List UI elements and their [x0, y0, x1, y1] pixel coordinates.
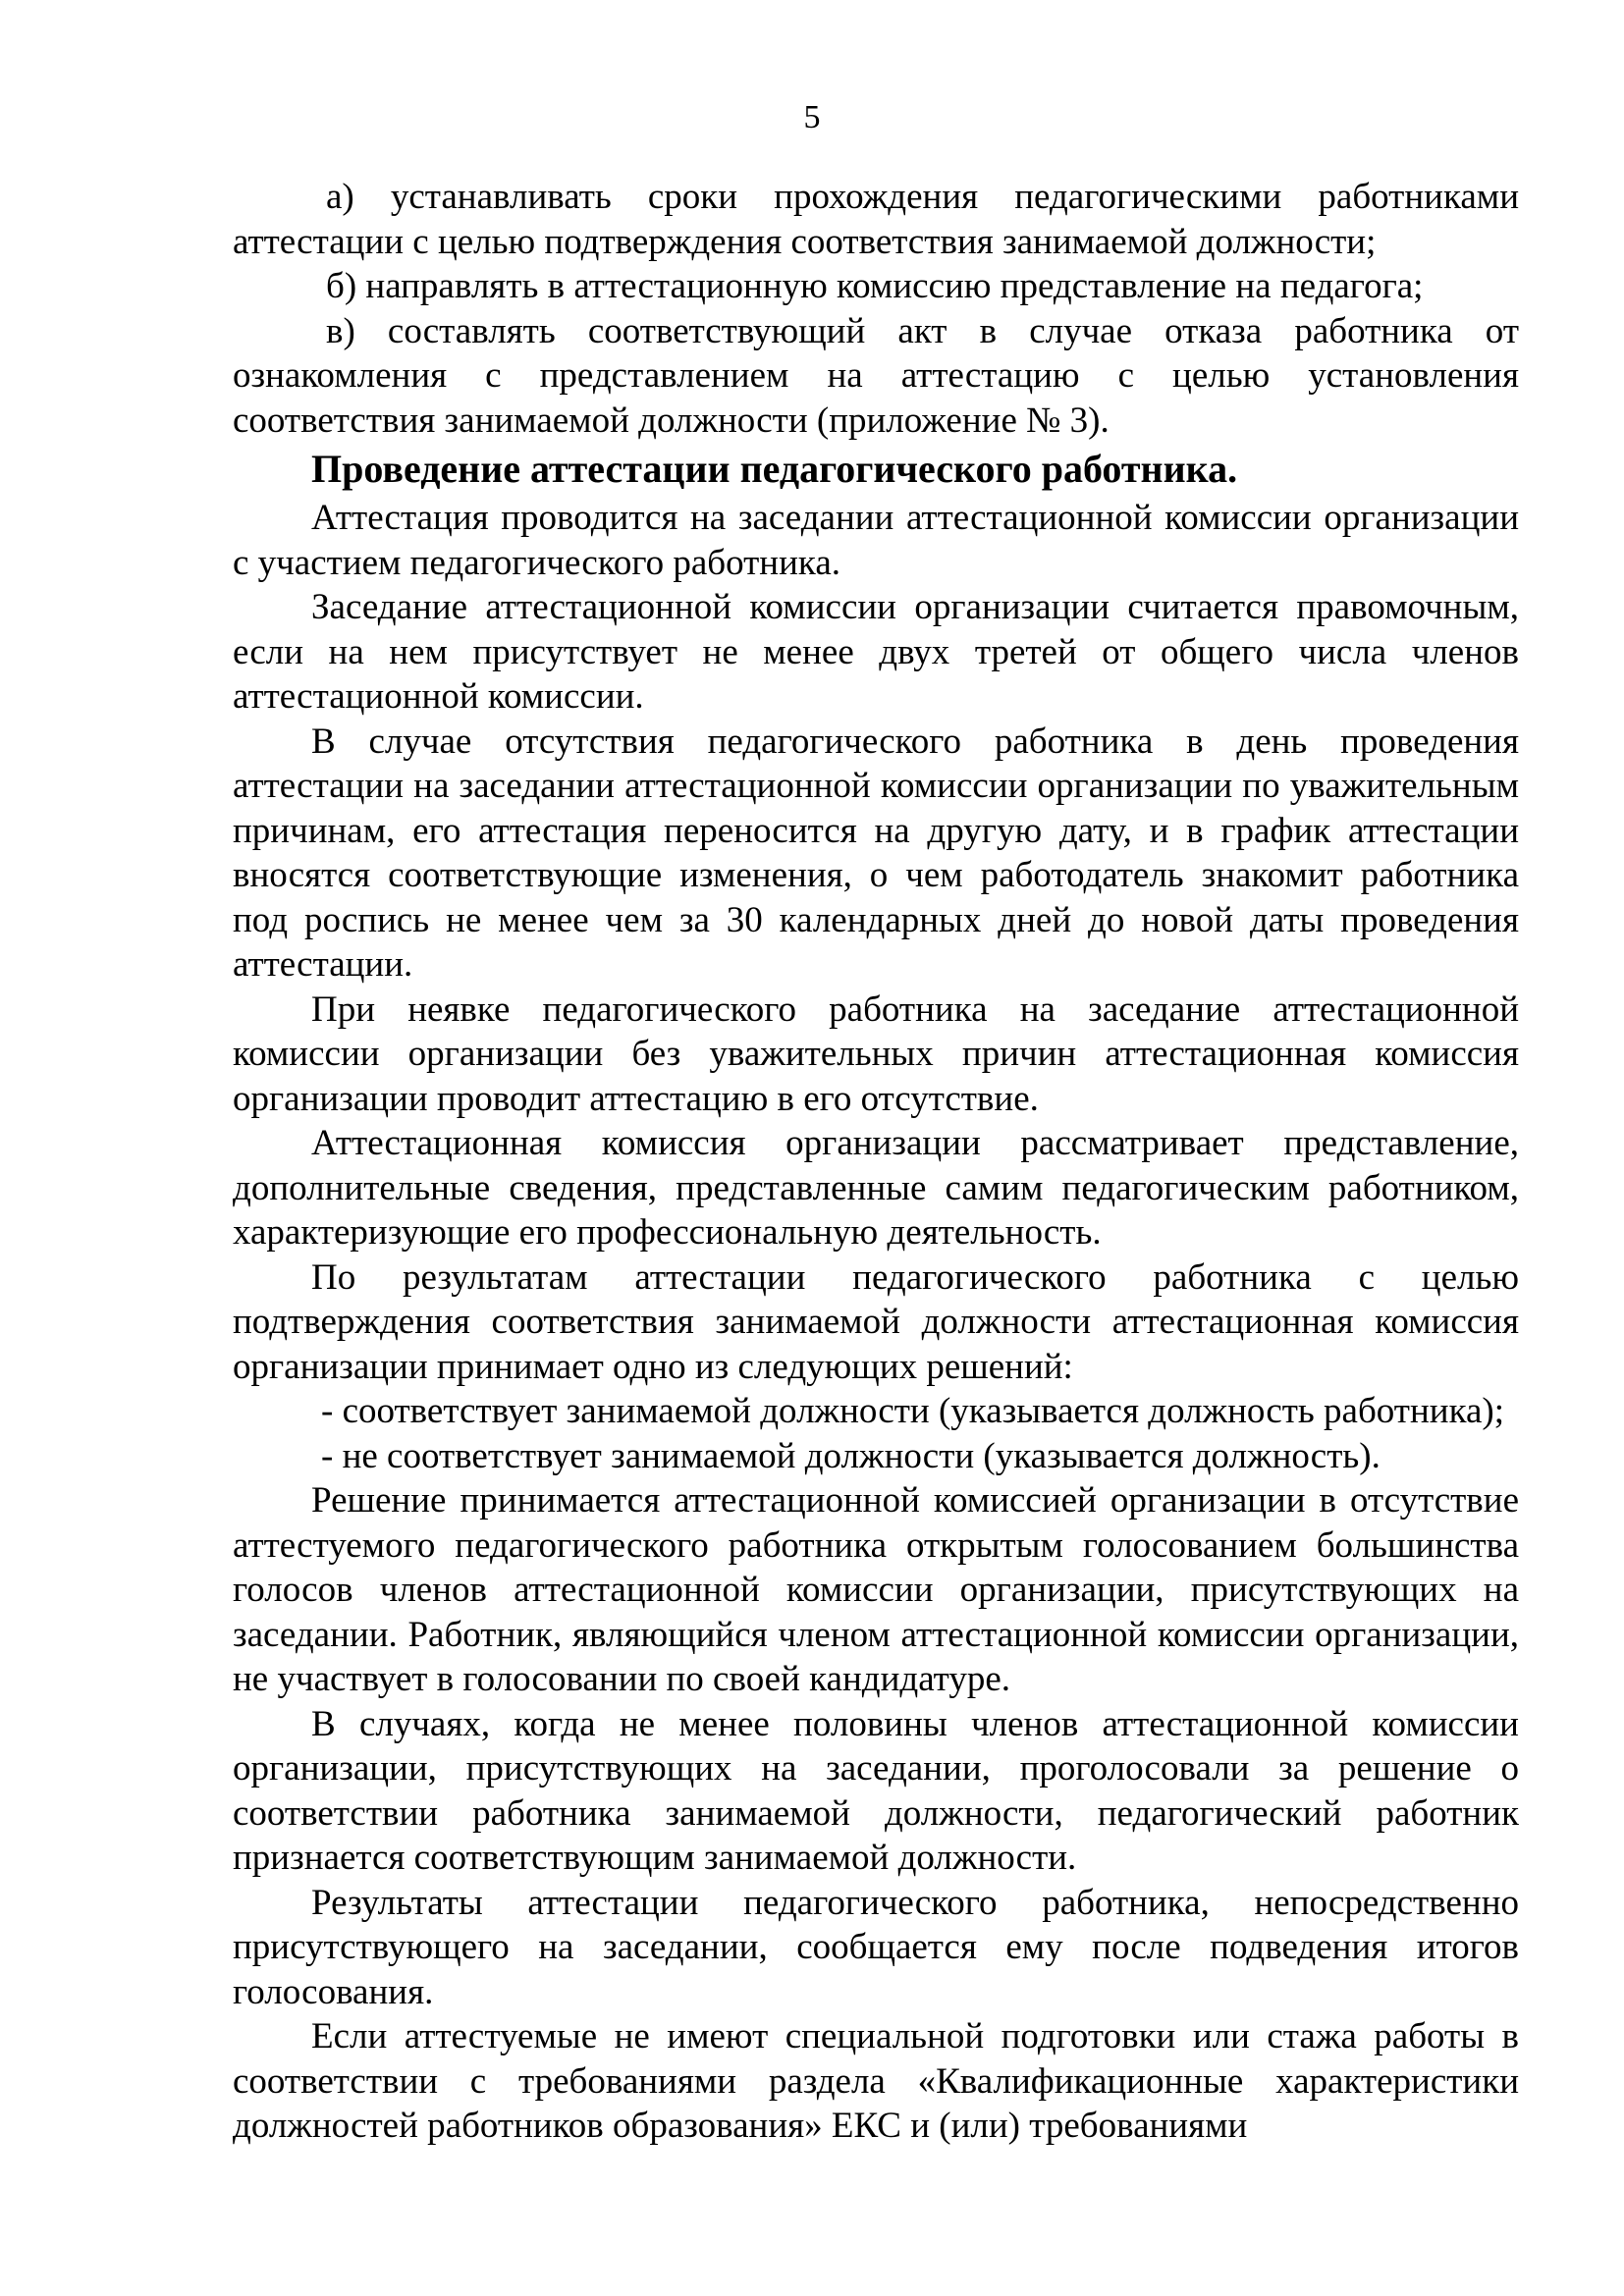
page-number: 5: [803, 99, 821, 135]
paragraph: Решение принимается аттестационной комиссией организации в отсутствие аттестуемого педагогического работника открытым голосованием большинства голосов членов аттестационной комиссии организации, присутствующих на заседании. Работник, являющийся членом аттестационной комиссии организации, не участвует в голосовании по своей кандидатуре.: [233, 1480, 1519, 1699]
paragraph-item-c: в) составлять соответствующий акт в случае отказа работника от ознакомления с представлением на аттестацию с целью установления соответствия занимаемой должности (приложение № 3).: [233, 310, 1519, 441]
list-item-decision: - соответствует занимаемой должности (указывается должность работника);: [321, 1391, 1505, 1431]
paragraph: Если аттестуемые не имеют специальной подготовки или стажа работы в соответствии с требованиями раздела «Квалификационные характеристики должностей работников образования» ЕКС и (или) требованиями: [233, 2016, 1519, 2146]
paragraph: По результатам аттестации педагогического работника с целью подтверждения соответствия занимаемой должности аттестационная комиссия организации принимает одно из следующих решений:: [233, 1256, 1519, 1387]
section-heading: Проведение аттестации педагогического работника.: [311, 447, 1238, 491]
paragraph-item-a: а) устанавливать сроки прохождения педагогическими работниками аттестации с целью подтверждения соответствия занимаемой должности;: [233, 177, 1519, 262]
paragraph: Заседание аттестационной комиссии организации считается правомочным, если на нем присутствует не менее двух третей от общего числа членов аттестационной комиссии.: [233, 587, 1519, 717]
paragraph: В случае отсутствия педагогического работника в день проведения аттестации на заседании аттестационной комиссии организации по уважительным причинам, его аттестация переносится на другую дату, и в график аттестации вносятся соответствующие изменения, о чем работодатель знакомит работника под роспись не менее чем за 30 календарных дней до новой даты проведения аттестации.: [233, 721, 1519, 985]
list-item-decision: - не соответствует занимаемой должности (указывается должность).: [321, 1435, 1380, 1476]
paragraph: Результаты аттестации педагогического работника, непосредственно присутствующего на заседании, сообщается ему после подведения итогов голосования.: [233, 1882, 1519, 2012]
paragraph: При неявке педагогического работника на заседание аттестационной комиссии организации без уважительных причин аттестационная комиссия организации проводит аттестацию в его отсутствие.: [233, 988, 1519, 1119]
paragraph: Аттестационная комиссия организации рассматривает представление, дополнительные сведения, представленные самим педагогическим работником, характеризующие его профессиональную деятельность.: [233, 1123, 1519, 1253]
paragraph: В случаях, когда не менее половины членов аттестационной комиссии организации, присутствующих на заседании, проголосовали за решение о соответствии работника занимаемой должности, педагогический работник признается соответствующим занимаемой должности.: [233, 1703, 1519, 1878]
paragraph: Аттестация проводится на заседании аттестационной комиссии организации с участием педагогического работника.: [233, 498, 1519, 583]
paragraph-item-b: б) направлять в аттестационную комиссию представление на педагога;: [326, 266, 1424, 306]
document-body: [233, 175, 1519, 2149]
